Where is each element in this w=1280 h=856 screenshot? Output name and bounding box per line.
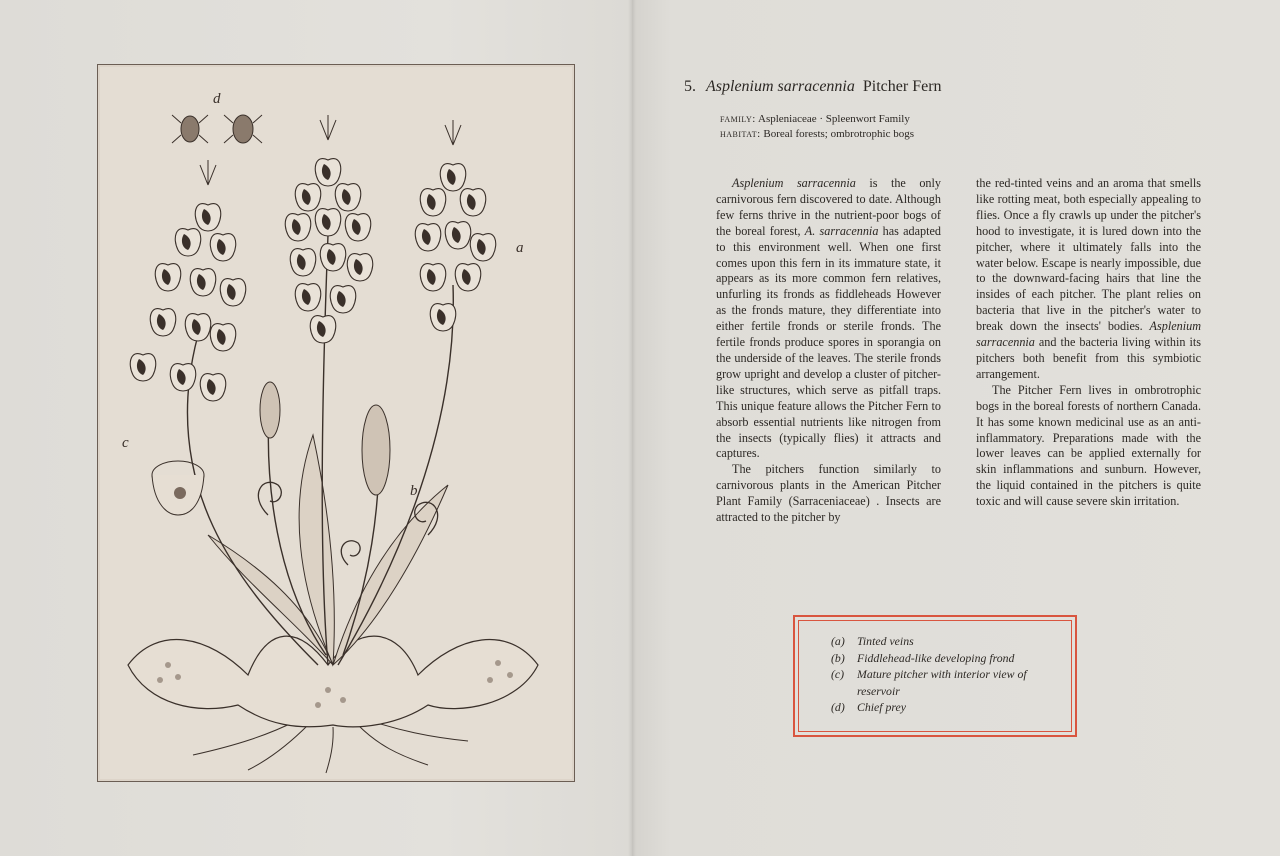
plate-label-b: b <box>410 483 418 499</box>
legend-item <box>831 699 1075 716</box>
plate-label-a: a <box>516 240 524 256</box>
paragraph-1-text-a: is the only carnivorous fern discovered to date. Although few ferns thrive in the nutrient-poor bogs of the boreal forest, <box>716 176 941 238</box>
species-meta <box>720 112 914 142</box>
legend-text: Tinted veins <box>857 634 914 648</box>
legend-key: (a) <box>831 634 845 648</box>
legend-text: Mature pitcher with interior view of reservoir <box>857 667 1027 698</box>
paragraph-1-latin: Asplenium sarracennia <box>732 176 856 190</box>
species-heading <box>684 78 1244 96</box>
habitat-label: habitat: <box>720 128 761 140</box>
paragraph-3-text-b: and the bacteria living within its pitchers both benefit from this symbiotic arrangement. <box>976 335 1201 381</box>
book-gutter <box>628 0 636 856</box>
body-column-left <box>716 176 941 526</box>
family-value: Aspleniaceae · Spleenwort Family <box>758 113 910 125</box>
species-common-name: Pitcher Fern <box>862 78 942 95</box>
habitat-value: Boreal forests; ombrotrophic bogs <box>763 128 915 140</box>
legend-text: Chief prey <box>857 700 907 714</box>
legend-item <box>831 666 1075 699</box>
legend-text: Fiddlehead-like developing frond <box>857 650 1015 665</box>
legend-key: (b) <box>831 650 845 665</box>
legend-key: (c) <box>831 667 845 681</box>
species-number: 5. <box>684 78 696 95</box>
legend-item <box>831 633 1075 650</box>
paragraph-1-text-b: has adapted to this environment well. When one first comes upon this fern in its immature state, it appears as its more common fern relatives, unfurling its fronds as fiddleheads However as the fronds mature, they differentiate into either fertile fronds or sterile fronds. The fertile fronds produce spores in sporangia on the underside of the leaves. The sterile fronds grow upright and develop a cluster of pitcher-like structures, which serve as pitfall traps. This unique feature allows the Pitcher Fern to absorb essential nutrients like nitrogen from the insects (typically flies) it attracts and captures. <box>716 223 941 461</box>
etching-plate <box>97 64 575 782</box>
legend-item <box>831 650 1075 667</box>
paragraph-3 <box>976 176 1201 383</box>
family-line <box>720 112 914 127</box>
paragraph-4: The Pitcher Fern lives in ombrotrophic bogs in the boreal forests of northern Canada. It has some known medicinal use as an anti-inflammatory. Preparations made with the lower leaves can be applied externally for skin inflammations and sunburn. However, the liquid contained in the pitchers is quite toxic and will cause severe skin irritation. <box>976 382 1201 509</box>
paragraph-3-latin: Asplenium sarracennia <box>976 319 1201 350</box>
body-column-right <box>976 176 1201 510</box>
plate-legend <box>793 615 1077 737</box>
paragraph-1 <box>716 176 941 462</box>
paragraph-3-text: the red-tinted veins and an aroma that smells like rotting meat, both especially appealing to flies. Once a fly crawls up under the pitcher's hood to investigate, it is lured down into the pitcher, where it ultimately falls into the water below. Escape is nearly impossible, due to the downward-facing hairs that line the insides of each pitcher. The plant relies on bacteria that live in the pitcher's water to break down the insects' bodies. <box>976 176 1201 334</box>
family-label: family: <box>720 113 756 125</box>
plate-label-d: d <box>213 91 221 107</box>
habitat-line <box>720 127 914 142</box>
legend-key: (d) <box>831 700 845 714</box>
pitcher-fern-illustration <box>98 65 574 781</box>
plate-label-c: c <box>122 435 129 451</box>
paragraph-2: The pitchers function similarly to carnivorous plants in the American Pitcher Plant Family (Sarraceniaceae) . Insects are attracted to the pitcher by <box>716 462 941 525</box>
species-latin-name: Asplenium sarracennia <box>706 78 855 95</box>
paragraph-1-latin-abbrev: A. sarracennia <box>804 223 879 238</box>
legend-list <box>795 617 1075 716</box>
